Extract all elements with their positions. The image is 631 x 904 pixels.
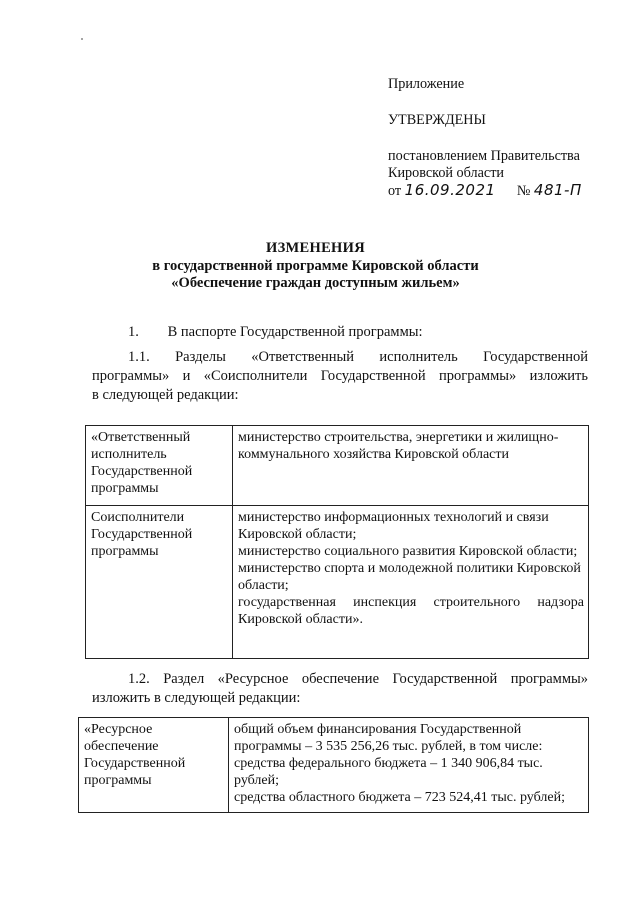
table-cell-content xyxy=(229,718,589,813)
table-row xyxy=(86,506,589,659)
table-text: министерство строительства, энергетики и жилищно-коммунального хозяйства Кировской области xyxy=(238,430,559,462)
section-1-1 xyxy=(92,348,588,405)
table-row xyxy=(79,718,589,813)
section-1-1-line-3: в следующей редакции: xyxy=(92,387,239,403)
approval-block xyxy=(388,76,618,200)
appendix-label: Приложение xyxy=(388,76,465,92)
table-text: министерство информационных технологий и связи Кировской области; xyxy=(238,510,549,542)
table-text: средства областного бюджета – 723 524,41 тыс. рублей; xyxy=(234,790,565,805)
from-label: от xyxy=(388,183,402,199)
table-text: государственная инспекция строительного надзора Кировской области». xyxy=(238,595,584,627)
decree-line-1: постановлением Правительства xyxy=(388,148,580,164)
table-row xyxy=(86,426,589,506)
approved-label: УТВЕРЖДЕНЫ xyxy=(388,112,486,128)
section-1 xyxy=(128,323,423,342)
title-line-2: в государственной программе Кировской области xyxy=(152,257,479,274)
section-1-2-line-2: изложить в следующей редакции: xyxy=(92,690,301,706)
section-1-2 xyxy=(92,670,588,708)
table-text: министерство спорта и молодежной политики Кировской области; xyxy=(238,561,581,593)
title-heading: ИЗМЕНЕНИЯ xyxy=(266,240,365,256)
table-cell-content xyxy=(233,426,589,506)
table-text: общий объем финансирования Государственной программы – 3 535 256,26 тыс. рублей, в том числе: xyxy=(234,722,543,754)
section-1-2-line-1: 1.2. Раздел «Ресурсное обеспечение Государственной программы» xyxy=(128,671,588,687)
scan-speck xyxy=(81,38,83,40)
table-text: средства федерального бюджета – 1 340 906,84 тыс. рублей; xyxy=(234,756,543,788)
section-1-text: В паспорте Государственной программы: xyxy=(167,324,423,340)
executors-table xyxy=(85,425,589,659)
table-cell-content xyxy=(233,506,589,659)
table-cell-label: Соисполнители Государственной программы xyxy=(86,506,233,659)
handwritten-date: 16.09.2021 xyxy=(404,181,496,199)
number-label: № xyxy=(516,183,531,199)
table-cell-label: «Ресурсное обеспечение Государственной программы xyxy=(79,718,229,813)
section-1-1-line-2: программы» и «Соисполнители Государственной программы» изложить xyxy=(92,368,588,384)
decree-date-line xyxy=(388,182,618,200)
document-title xyxy=(0,240,631,293)
decree-line-2: Кировской области xyxy=(388,165,504,181)
section-1-number: 1. xyxy=(128,324,139,340)
resources-table xyxy=(78,717,589,813)
title-line-3: «Обеспечение граждан доступным жильем» xyxy=(171,275,460,291)
table-cell-label: «Ответственный исполнитель Государственной программы xyxy=(86,426,233,506)
section-1-1-line-1: 1.1. Разделы «Ответственный исполнитель Государственной xyxy=(128,349,588,365)
handwritten-number: 481-П xyxy=(533,181,582,199)
table-text: министерство социального развития Кировской области; xyxy=(238,544,578,559)
